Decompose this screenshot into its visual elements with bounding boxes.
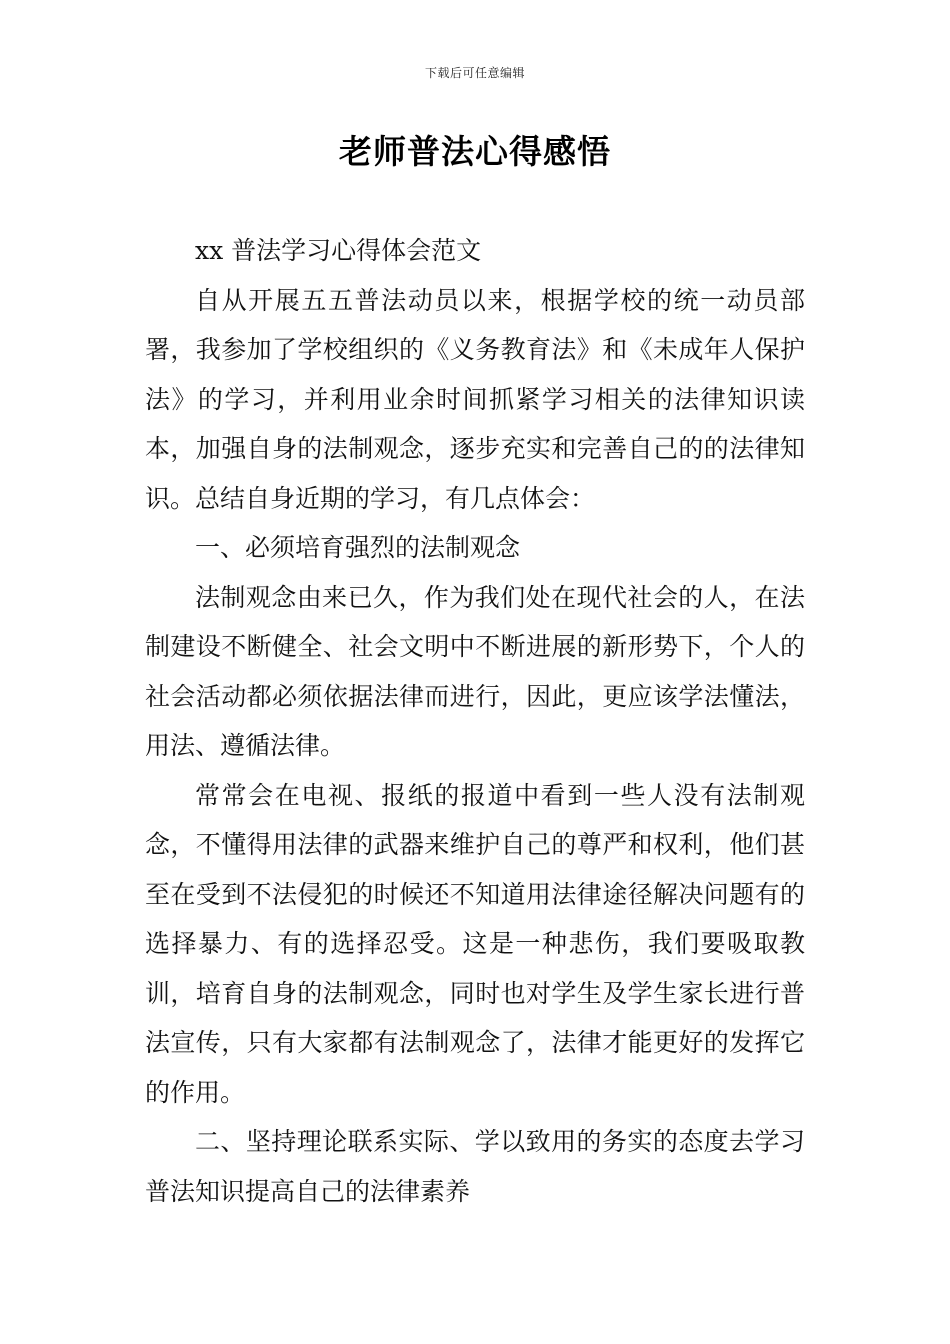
section-heading-1: 一、必须培育强烈的法制观念 <box>195 533 521 562</box>
paragraph-subtitle: xx 普法学习心得体会范文 <box>195 236 482 265</box>
document-body <box>145 226 805 1216</box>
paragraph-intro: 自从开展五五普法动员以来，根据学校的统一动员部署，我参加了学校组织的《义务教育法》和《未成年人保护法》的学习，并利用业余时间抓紧学习相关的法律知识读本，加强自身的法制观念，逐步充实和完善自己的的法律知识。总结自身近期的学习，有几点体会： <box>145 285 805 513</box>
document-title: 老师普法心得感悟 <box>339 132 611 171</box>
paragraph-section-1-b: 常常会在电视、报纸的报道中看到一些人没有法制观念，不懂得用法律的武器来维护自己的尊严和权利，他们甚至在受到不法侵犯的时候还不知道用法律途径解决问题有的选择暴力、有的选择忍受。这是一种悲伤，我们要吸取教训，培育自身的法制观念，同时也对学生及学生家长进行普法宣传，只有大家都有法制观念了，法律才能更好的发挥它的作用。 <box>145 780 805 1107</box>
section-heading-2: 二、坚持理论联系实际、学以致用的务实的态度去学习普法知识提高自己的法律素养 <box>145 1127 805 1206</box>
paragraph-section-1-a: 法制观念由来已久，作为我们处在现代社会的人，在法制建设不断健全、社会文明中不断进展的新形势下，个人的社会活动都必须依据法律而进行，因此，更应该学法懂法，用法、遵循法律。 <box>145 582 805 760</box>
page-header-note: 下载后可任意编辑 <box>424 66 525 80</box>
